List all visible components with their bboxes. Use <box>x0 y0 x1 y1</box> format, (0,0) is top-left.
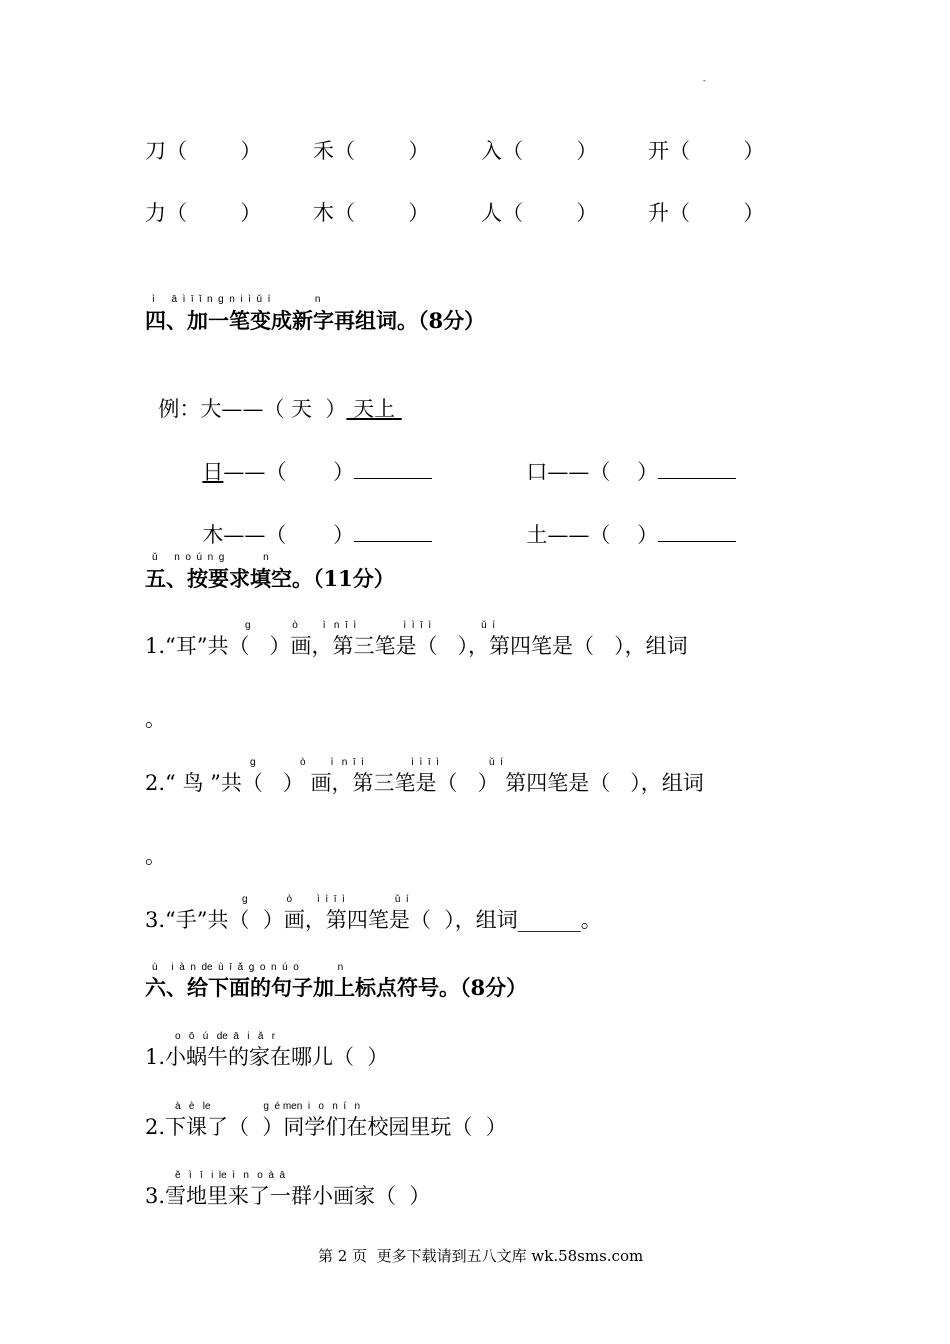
q3-pinyin: g ò ì ì ī ì ǔ í <box>242 894 409 905</box>
q1-text: 1.“耳”共（ ）画，第三笔是（ ），第四笔是（ ），组词 <box>145 634 688 658</box>
top-mark: - <box>703 76 706 85</box>
q3-text: 3.“手”共（ ）画，第四笔是（ ），组词______。 <box>145 908 602 932</box>
section4-pinyin: ì ā ì ī ǐ n g n i ì ǔ í n <box>152 294 321 305</box>
section4-item: 日——（ ） <box>189 432 432 485</box>
q2-pinyin: g ò ì n ī ì ì ì ī ì ǔ í <box>250 757 503 768</box>
q2-text: 2.“ 鸟 ”共（ ） 画，第三笔是（ ） 第四笔是（ ），组词 <box>145 771 704 795</box>
pair-char: 木（ ） <box>313 201 430 225</box>
q2-end: 。 <box>145 844 166 868</box>
pair-char: 升（ ） <box>648 201 765 225</box>
example-prefix: 例：大——（ 天 ） <box>158 397 347 421</box>
q1-end: 。 <box>145 707 166 731</box>
section4-item: 土——（ ） <box>513 495 736 548</box>
page-footer: 第 2 页 更多下载请到五八文库 wk.58sms.com <box>318 1247 644 1265</box>
pair-char: 入（ ） <box>481 139 598 163</box>
section4-heading: 四、加一笔变成新字再组词。（8分） <box>145 308 486 333</box>
s2-text: 2.下课了（ ）同学们在校园里玩（ ） <box>145 1115 507 1139</box>
pair-char: 刀（ ） <box>145 139 262 163</box>
section4-item: 木——（ ） <box>189 495 432 548</box>
section6-heading: 六、给下面的句子加上标点符号。（8分） <box>145 975 528 1000</box>
pair-char: 力（ ） <box>145 201 262 225</box>
s3-pinyin: ě ì ī i le ì n o à ā <box>175 1170 286 1181</box>
answer-blank[interactable] <box>354 458 432 479</box>
s1-pinyin: o ō ú de ā i ǎ r <box>175 1031 276 1042</box>
q1-pinyin: g ò ì n ī ì ì ì ī ì ǔ í <box>245 620 496 631</box>
answer-blank[interactable] <box>354 521 432 542</box>
s3-text: 3.雪地里来了一群小画家（ ） <box>145 1184 431 1208</box>
section5-heading: 五、按要求填空。（11分） <box>145 566 395 591</box>
section4-item: 口——（ ） <box>513 432 736 485</box>
pair-char: 开（ ） <box>648 139 765 163</box>
answer-blank[interactable] <box>658 521 736 542</box>
s2-pinyin: à è le g é men i o n í n <box>175 1101 361 1112</box>
pair-char: 禾（ ） <box>313 139 430 163</box>
example-answer: 天上 <box>346 397 402 421</box>
section4-example <box>145 370 415 422</box>
section6-pinyin: ù i à n de ù ī ǎ g o n ú o n <box>152 962 344 973</box>
answer-blank[interactable] <box>658 458 736 479</box>
section5-pinyin: ǔ n o ú n g n <box>152 552 269 563</box>
pair-char: 人（ ） <box>481 201 598 225</box>
s1-text: 1.小蜗牛的家在哪儿（ ） <box>145 1045 389 1069</box>
